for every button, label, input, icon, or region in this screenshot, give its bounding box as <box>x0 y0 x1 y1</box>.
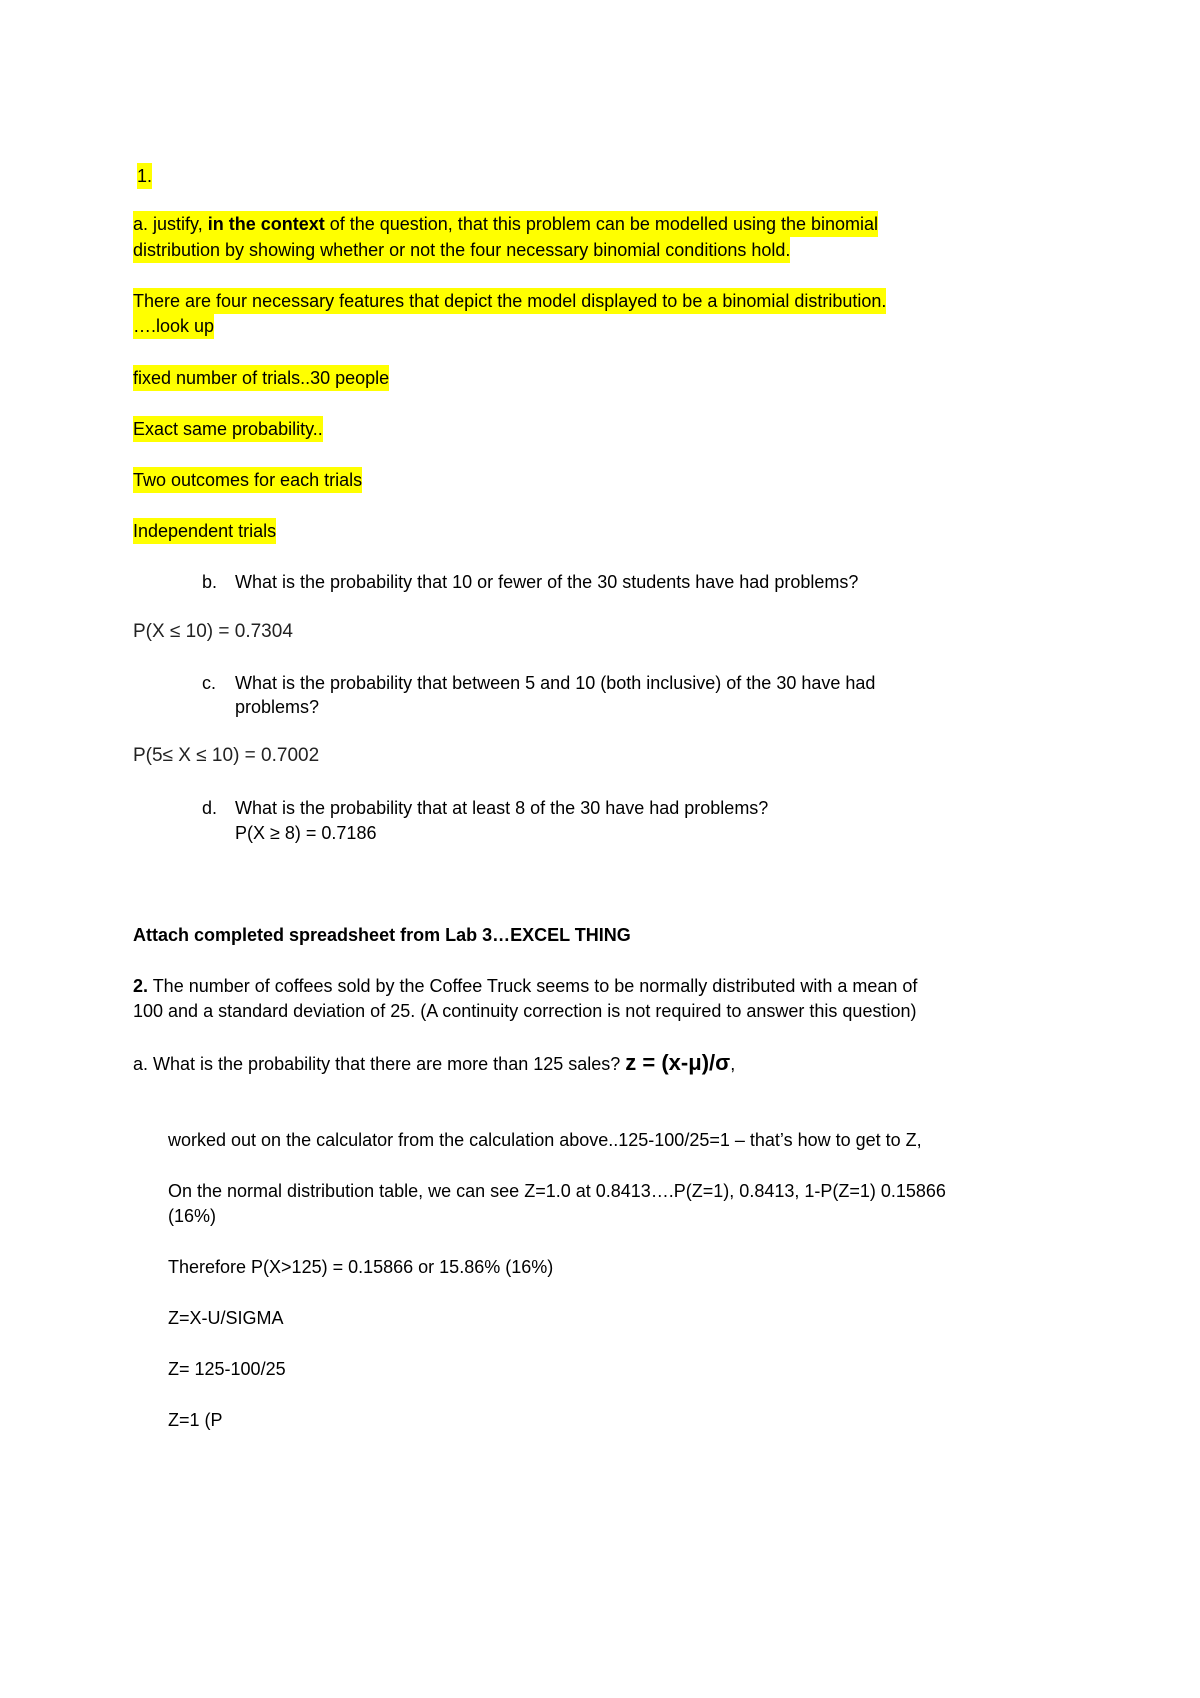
q2a-question <box>133 1050 735 1076</box>
q2a-label: a. <box>133 1054 149 1074</box>
features-line2: ….look up <box>133 313 214 339</box>
q1a-bold: in the context <box>207 214 325 234</box>
q1d-answer: P(X ≥ 8) = 0.7186 <box>235 823 377 843</box>
q2-intro-line1 <box>133 973 917 999</box>
condition-two-outcomes: Two outcomes for each trials <box>133 467 362 493</box>
z-formula-tail: , <box>730 1054 736 1074</box>
q1c-answer: P(5≤ X ≤ 10) = 0.7002 <box>133 745 320 766</box>
q1c-question-line2: problems? <box>235 697 320 717</box>
work-line1: worked out on the calculator from the calculation above..125-100/25=1 – that’s how to get to Z, <box>168 1130 922 1150</box>
q1b-answer: P(X ≤ 10) = 0.7304 <box>133 621 293 642</box>
therefore-line: Therefore P(X>125) = 0.15866 or 15.86% (16%) <box>168 1257 554 1277</box>
q2-intro-text: The number of coffees sold by the Coffee Truck seems to be normally distributed with a mean of <box>148 976 918 996</box>
z-step3: Z=1 (P <box>168 1410 223 1430</box>
z-step2: Z= 125-100/25 <box>168 1359 286 1379</box>
z-step1: Z=X-U/SIGMA <box>168 1308 284 1328</box>
z-formula: z = (x-μ)/σ <box>625 1050 731 1075</box>
condition-same-probability: Exact same probability.. <box>133 416 323 442</box>
q2-intro-line2: 100 and a standard deviation of 25. (A continuity correction is not required to answer this question) <box>133 1001 917 1021</box>
attach-instruction: Attach completed spreadsheet from Lab 3…EXCEL THING <box>133 925 631 945</box>
q1a-prefix: a. justify, <box>133 214 208 234</box>
condition-fixed-trials: fixed number of trials..30 people <box>133 365 389 391</box>
q1a-prompt-line1 <box>133 211 878 237</box>
q1b-question: What is the probability that 10 or fewer of the 30 students have had problems? <box>235 572 859 592</box>
q1-number: 1. <box>137 163 152 189</box>
q1d-question: What is the probability that at least 8 of the 30 have had problems? <box>235 798 769 818</box>
work-line2: On the normal distribution table, we can see Z=1.0 at 0.8413….P(Z=1), 0.8413, 1-P(Z=1) 0.15866 <box>168 1181 946 1201</box>
q2a-text: What is the probability that there are more than 125 sales? <box>148 1054 626 1074</box>
condition-independent: Independent trials <box>133 518 276 544</box>
work-line2-cont: (16%) <box>168 1206 217 1226</box>
q1b-label: b. <box>202 572 218 592</box>
q1a-suffix: of the question, that this problem can be modelled using the binomial <box>324 214 879 234</box>
q1c-question-line1: What is the probability that between 5 and 10 (both inclusive) of the 30 have had <box>235 673 876 693</box>
q1c-label: c. <box>202 673 217 693</box>
features-line1: There are four necessary features that depict the model displayed to be a binomial distribution. <box>133 288 886 314</box>
q1d-label: d. <box>202 798 218 818</box>
q1a-prompt-line2: distribution by showing whether or not the four necessary binomial conditions hold. <box>133 237 790 263</box>
q2-number: 2. <box>133 976 149 996</box>
